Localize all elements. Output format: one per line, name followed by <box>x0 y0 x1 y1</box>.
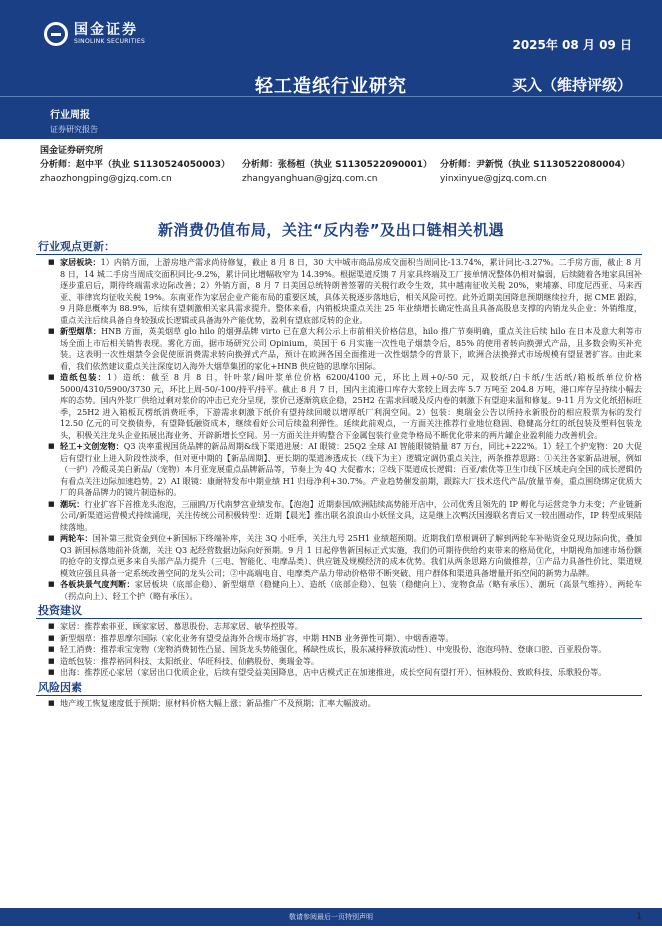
view-lead: 各板块景气度判断： <box>60 579 135 589</box>
report-headline: 新消费仍值布局，关注“反内卷”及出口链相关机遇 <box>157 221 505 239</box>
view-item-tobacco <box>36 326 642 372</box>
views-list <box>36 257 642 602</box>
report-type: 行业周报 <box>50 110 90 121</box>
brand-logo-block <box>44 22 145 46</box>
view-lead: 造纸包装： <box>60 372 108 382</box>
view-lead: 新型烟草： <box>60 326 102 336</box>
view-item-sentiment <box>36 579 642 602</box>
analyst-item <box>40 157 240 184</box>
report-body <box>36 240 642 709</box>
report-rating: 买入（维持评级） <box>511 76 632 94</box>
view-lead: 家居板块： <box>60 257 101 267</box>
risk-list <box>36 698 642 710</box>
analyst-name: 分析师：赵中平（执业 S1130524050003） <box>40 160 231 170</box>
brand-name-cn: 国金证券 <box>74 22 138 38</box>
section-title-risk: 风险因素 <box>36 681 642 696</box>
view-text: 国补第三批资金到位+新国标下终端补库，关注 3Q 小旺季，关注九号 25H1 业绩超预期。近期我们草根调研了解到两轮车补贴资金兑现边际向优，叠加 Q3 新国标落地前补货潮，关注 Q3 起经营数据边际向好预期。9 月 1 日起停售新国标正式实施，我们仍可期待供给约束带来的格局优化，中期视角加速市场份额的抢夺的支撑点更多来自头部产品力提升（三电、智能化、电摩品类）、供应链及规模经济的成本优势。我们从两条思路方向做推荐，①产品力具备性价比、渠道规模效应强且具备一定系统改善空间的龙头公司；②中高端电自、电摩类产品力带动价格带不断突破、用户群体和渠道具备增量开拓空间的新势力品牌。 <box>60 533 642 578</box>
report-banner <box>0 0 662 139</box>
page-footer <box>0 908 662 926</box>
risk-item: ■ 地产竣工恢复速度低于预期；原材料价格大幅上涨；新品推广不及预期；汇率大幅波动。 <box>36 698 642 710</box>
research-institute: 国金证券研究所 <box>40 146 104 156</box>
page-number: 1 <box>636 912 642 922</box>
analyst-item <box>242 157 442 184</box>
view-lead: 潮玩： <box>60 498 85 509</box>
invest-list <box>36 621 642 679</box>
analyst-name: 分析师：张杨桓（执业 S1130522090001） <box>242 160 433 170</box>
section-title-invest: 投资建议 <box>36 604 642 619</box>
view-text: Q3 决率重视国货品牌的新品周期&线下渠道进展：AI 眼镜：25Q2 全球 AI 智能眼镜销量 87 万台，同比+222%。1）轻工个护宠物：20 大促后有望行业上进入阶段性淡季，但对更中期的【新品周期】、更长期的渠道渗透成长（线下为主）逻辑定调仍重点关注，两条推荐思路：①关注各家新品进展，例如（一护）冷酸灵美白新品/（宠物）本月亚宠展重点品牌新品等，节奏上为 4Q 大促蓄水；②线下渠道成长逻辑：百亚/索优等卫生巾线下区域走向全国的成长逻辑仍有看点关注边际加速趋势。2）AI 眼镜：康耐特发布中期业绩 H1 归母净利+30.7%。产业趋势催发前期，跟踪大厂技术迭代产品/放量节奏，重点围绕绑定优质大厂的具备品牌力的镜片制造标的。 <box>60 441 642 497</box>
section-title-views: 行业观点更新： <box>36 240 642 255</box>
analyst-name: 分析师：尹新悦（执业 S1130522080004） <box>440 160 631 170</box>
invest-item: ■ 新型烟草：推荐思摩尔国际（家化业务有望受益海外合规市场扩容，中期 HNB 业务弹性可期）、中烟香港等。 <box>36 633 642 645</box>
report-subtype: 证券研究报告 <box>50 125 98 134</box>
analyst-item <box>440 157 640 184</box>
view-text: 1）内销方面，上游房地产需求尚待修复，截止 8 月 8 日，30 大中城市商品房成交面积当周同比-13.74%，累计同比-3.27%。二手房方面，截止 8 月 8 日，14 城二手房当周成交面积同比-9.2%，累计同比增幅收窄为 14.39%。根据渠道反馈 7 月家具终端及工厂接单情况整体仍相对偏弱，后续随着各地家具国补逐步重启后，期待终端需求边际改善；2）外销方面，8 月 7 日美国总统特朗普签署的关税行政令生效，其中越南征收关税 20%，柬埔寨、印度尼西亚、马来西亚、菲律宾均征收关税 19%。东南亚作为家居企业产能布局的重要区域，具体关税逐步落地后，相关风险可控。此外近期美国降息预期继续拉升，据 CME 跟踪，9 月降息概率为 88.9%，后续有望刺激相关家具需求提升。整体来看，内销板块重点关注 25 年业绩增长确定性高且具备高股息支撑的内销龙头企业；外销维度，重点关注后续具备自身较强成长逻辑或具备海外产能优势，盈利有望底部反转的企业。 <box>60 257 642 325</box>
view-text: 行业扩容下首推龙头泡泡，三丽鸥/万代南梦宫业绩发布。【泡泡】近期泰国/欧洲陆续高势能开店中，公司优秀且领先的 IP 孵化与运营竞争力未变；产业链新公司/新渠道运营模式持续涌现，关注传统公司积极转型：近期【晨光】推出联名浪浪山小妖怪文具，这是继上次鸭沃国漫联名背后又一较出圈动作，IP 转型成果陆续落地。 <box>60 498 642 532</box>
invest-item: ■ 造纸包装：推荐裕同科技、太阳纸业、华旺科技、仙鹤股份、奥瑞金等。 <box>36 656 642 668</box>
sinolink-logo-icon <box>44 22 68 46</box>
view-lead: 轻工+文创宠物： <box>60 441 124 451</box>
analyst-email[interactable]: yinxinyue@gjzq.com.cn <box>440 174 547 184</box>
brand-name-en: SINOLINK SECURITIES <box>74 38 146 45</box>
analyst-email[interactable]: zhangyanghuan@gjzq.com.cn <box>242 174 378 184</box>
footer-disclaimer[interactable]: 敬请参阅最后一页特别声明 <box>289 913 373 921</box>
report-date: 2025年 08 月 09 日 <box>512 38 632 52</box>
invest-item: ■ 出海：推荐匠心家居（家居出口优质企业，后续有望受益美国降息，店中店模式正在加速推进，成长空间有望打开）、恒林股份、致欧科技、乐歌股份等。 <box>36 667 642 679</box>
invest-item: ■ 轻工消费：推荐乖宝宠物（宠物消费韧性凸显、国货龙头势能强化，稀缺性成长，股东减持释放流动性）、中宠股份、泡泡玛特、登康口腔、百亚股份等。 <box>36 644 642 656</box>
view-item-toys <box>36 499 642 534</box>
analyst-email[interactable]: zhaozhongping@gjzq.com.cn <box>40 174 172 184</box>
view-item-pets <box>36 441 642 499</box>
view-item-twowheel <box>36 533 642 579</box>
invest-item: ■ 家居：推荐索菲亚、顾家家居、慕思股份、志邦家居、敏华控股等。 <box>36 621 642 633</box>
view-item-home <box>36 257 642 326</box>
view-text: 1）造纸：截至 8 月 8 日，针叶浆/阔叶浆单位价格 6200/4100 元，环比上周+0/-50 元，双胶纸/白卡纸/生活纸/箱板纸单位价格 5000/4310/5900/3730 元，环比上周-50/-100/持平/持平。截止 8 月 7 日，国内主流港口库存大浆较上周去库 5.7 万吨至 204.8 万吨，港口库存呈持续小幅去库的态势。国内外浆厂供给过剩对浆价的冲击已充分呈现，浆价已逐渐筑底企稳，25H2 在需求回暖及反内卷的刺激下有望迎来温和修复。9-11 月为文化纸招标旺季，25H2 进入箱板瓦楞纸消费旺季，下游需求刺激下纸价有望持续回暖以增厚纸厂利润空间。2）包装：奥瑞金公告以所持永新股份的相应股票为标的发行 12.50 亿元的可交换债券，有望降低融资成本，继续看好公司后续盈利弹性。延续此前观点，一方面关注推荐行业地位稳固、稳健高分红的纸包装及塑料包装龙头，积极关注龙头企业拓展出海业务、开辟新增长空间。另一方面关注并购整合下金属包装行业竞争格局不断优化带来的两片罐企业盈利能力改善机会。 <box>60 372 642 440</box>
view-text: HNB 方面，英美烟草 glo hilo 的烟弹品牌 virto 已在意大利公示上市前相关价格信息，hilo 推广节奏明确，重点关注后续 hilo 在日本及意大利等市场全面上市后相关销售表现。雾化方面，据市场研究公司 Opinium，英国于 6 月实施一次性电子烟禁令后，85% 的使用者转向换弹式产品，且多数会购买补充装。这表明一次性烟禁令会促使原消费需求转向换弹式产品，预计在欧洲各国全面推进一次性烟禁令的背景下，欧洲合法换弹式市场规模有望显著扩容。由此来看，我们依然建议重点关注深度切入海外大烟草集团的家化+HNB 供应链的思摩尔国际。 <box>60 326 642 371</box>
report-title: 轻工造纸行业研究 <box>255 76 407 97</box>
view-text: 家居板块（底部企稳）、新型烟草（稳健向上）、造纸（底部企稳）、包装（稳健向上）、宠物食品（略有承压）、潮玩（高景气维持）、两轮车（拐点向上）、轻工个护（略有承压）。 <box>60 579 642 601</box>
view-lead: 两轮车： <box>60 533 93 543</box>
view-item-paper <box>36 372 642 441</box>
